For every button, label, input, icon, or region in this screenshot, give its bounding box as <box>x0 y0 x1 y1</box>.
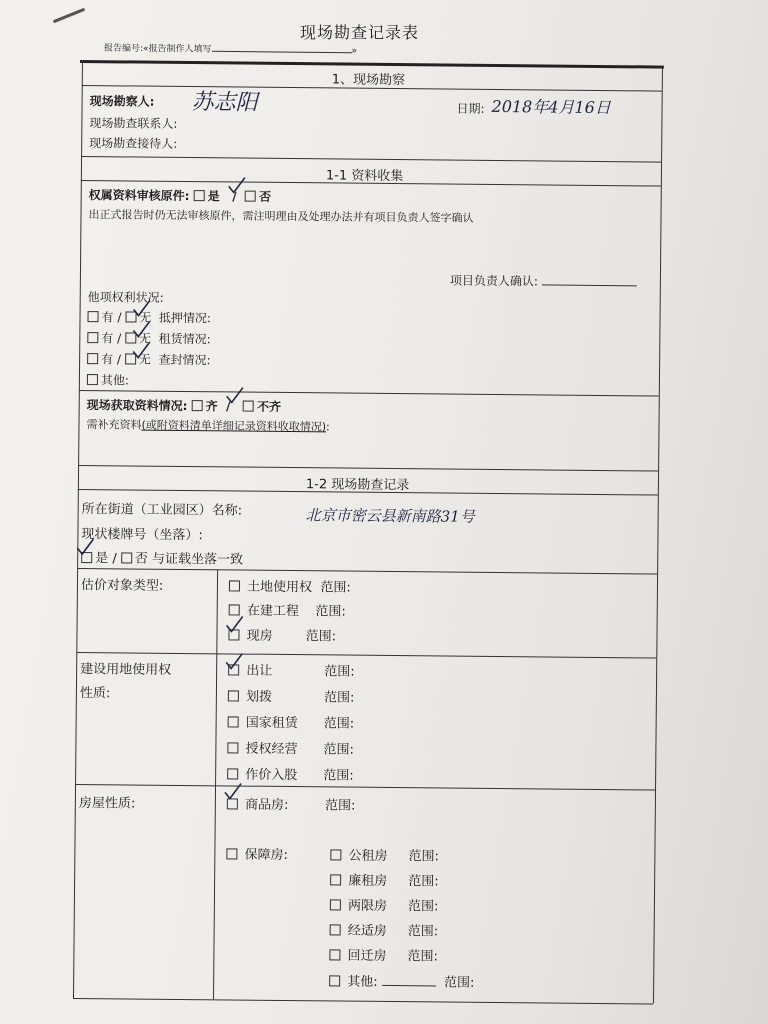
table-top-border <box>80 60 664 69</box>
checkmark-icon <box>75 537 95 557</box>
commercial-label: 商品房: <box>244 797 289 814</box>
consistent-yes: 是 <box>95 551 109 567</box>
manager-confirm-blank <box>542 284 637 286</box>
has-label: 有 <box>101 331 114 346</box>
seizure-label: 查封情况: <box>158 352 211 368</box>
object-type-existing <box>228 624 336 644</box>
obtain-complete-checkbox[interactable] <box>192 400 203 411</box>
range-label: 范围: <box>324 798 356 814</box>
contact-label: 现场勘查联系人: <box>89 116 178 131</box>
land-use-label-2: 性质: <box>79 686 111 702</box>
row-line <box>75 784 655 791</box>
affordable-label: 经适房 <box>347 923 387 939</box>
section-1-heading: 1、现场勘察 <box>331 72 406 89</box>
security-low-rent <box>330 869 439 889</box>
range-label: 范围: <box>407 899 439 915</box>
ownership-note: 出正式报告时仍无法审核原件，需注明理由及处理办法并有项目负责人签字确认 <box>88 208 474 225</box>
object-type-land <box>229 575 351 595</box>
equity-checkbox[interactable] <box>227 768 238 779</box>
supplement-end: : <box>326 420 330 434</box>
row-line <box>78 465 658 472</box>
land-use-transfer <box>228 659 355 679</box>
checkmark-icon <box>131 340 151 360</box>
checkmark-icon <box>131 319 151 339</box>
ownership-sep: / <box>232 189 237 204</box>
supplement-note: (或附资料清单详细记录资料收取情况) <box>141 418 327 434</box>
lease-checkbox[interactable] <box>228 716 239 727</box>
checkmark-icon <box>223 781 243 801</box>
range-label: 范围: <box>444 975 475 991</box>
none-label: 无 <box>138 331 152 346</box>
range-label: 范围: <box>305 629 337 645</box>
survey-form-table <box>73 60 662 1008</box>
row-line <box>73 998 653 1005</box>
row-line <box>77 568 657 575</box>
ownership-yes: 是 <box>207 189 220 204</box>
report-number-blank <box>212 43 352 53</box>
section-1-2-heading: 1-2 现场勘查记录 <box>305 477 410 494</box>
security-price-limited <box>330 894 439 914</box>
price-limited-label: 两限房 <box>347 898 388 914</box>
supplement-row <box>86 416 329 434</box>
security-checkbox[interactable] <box>226 848 237 859</box>
checkmark-icon <box>224 651 244 671</box>
low-rent-checkbox[interactable] <box>330 874 341 885</box>
range-label: 范围: <box>320 580 351 596</box>
range-label: 范围: <box>408 849 439 865</box>
range-label: 范围: <box>315 604 346 620</box>
form-title: 现场勘查记录表 <box>300 23 420 42</box>
low-rent-label: 廉租房 <box>348 873 388 889</box>
land-use-lease <box>228 711 355 731</box>
relocation-checkbox[interactable] <box>329 949 340 960</box>
authorized-label: 授权经营 <box>245 741 298 758</box>
ownership-label: 权属资料审核原件: <box>88 188 190 204</box>
lease-label: 国家租赁 <box>245 715 298 732</box>
sep: / <box>112 551 117 567</box>
report-number-end: » <box>351 46 358 57</box>
checkmark-icon <box>225 385 245 405</box>
land-use-label: 建设用地使用权 <box>80 662 172 678</box>
range-label: 范围: <box>407 949 439 965</box>
obtain-row <box>87 396 281 415</box>
range-label: 范围: <box>323 768 354 784</box>
security-public-rental <box>330 844 439 864</box>
manager-confirm <box>450 272 637 291</box>
obtain-complete: 齐 <box>205 399 218 414</box>
range-label: 范围: <box>323 716 355 732</box>
has-checkbox[interactable] <box>87 311 98 322</box>
security-affordable <box>330 919 439 939</box>
sep: / <box>117 331 122 346</box>
checkmark-icon <box>227 175 247 195</box>
none-label: 无 <box>138 352 151 367</box>
range-label: 范围: <box>324 664 355 680</box>
consistent-text: 与证载坐落一致 <box>151 551 244 568</box>
street-value: 北京市密云县新南路31号 <box>305 506 475 526</box>
date-label: 日期: <box>456 101 485 116</box>
construction-label: 在建工程 <box>246 603 299 620</box>
consistent-row <box>81 547 243 568</box>
pencil-mark <box>53 8 86 24</box>
authorized-checkbox[interactable] <box>227 742 238 753</box>
obtain-incomplete: 不齐 <box>256 399 282 414</box>
has-checkbox[interactable] <box>87 332 98 343</box>
other-checkbox[interactable] <box>87 374 98 385</box>
rights-other <box>87 371 129 388</box>
mortgage-label: 抵押情况: <box>158 310 212 326</box>
object-type-label: 估价对象类型: <box>80 578 164 594</box>
street-label: 所在街道（工业园区）名称: <box>81 502 243 519</box>
object-type-construction <box>229 599 346 619</box>
rights-title: 他项权利状况: <box>87 290 164 305</box>
land-use-allocation <box>228 685 355 705</box>
house-commercial <box>227 793 356 813</box>
row-line <box>79 390 659 397</box>
checkmark-icon <box>132 298 152 318</box>
sep: / <box>225 399 231 414</box>
public-rental-checkbox[interactable] <box>330 849 341 860</box>
manager-confirm-label: 项目负责人确认: <box>449 273 539 289</box>
inspector-signature: 苏志阳 <box>191 90 258 116</box>
section-1-1-heading: 1-1 资料收集 <box>325 168 404 185</box>
range-label: 范围: <box>407 924 439 940</box>
range-label: 范围: <box>408 874 439 890</box>
allocation-checkbox[interactable] <box>228 690 239 701</box>
land-label: 土地使用权 <box>247 579 313 596</box>
price-limited-checkbox[interactable] <box>330 899 341 910</box>
transfer-label: 出让 <box>246 663 273 679</box>
sep: / <box>116 352 122 367</box>
land-checkbox[interactable] <box>229 580 240 591</box>
equity-label: 作价入股 <box>245 767 298 784</box>
obtain-label: 现场获取资料情况: <box>86 398 188 414</box>
checkmark-icon <box>224 614 244 634</box>
affordable-checkbox[interactable] <box>330 924 341 935</box>
supplement-label: 需补充资料 <box>86 418 142 432</box>
report-number-label: 报告编号:«报告制作人填写 <box>103 43 212 55</box>
receiver-label: 现场勘查接待人: <box>89 136 178 151</box>
consistent-no: 否 <box>134 551 148 567</box>
land-use-authorized <box>227 737 354 757</box>
report-number-line <box>104 41 357 57</box>
plate-label: 现状楼牌号（坐落）: <box>81 527 203 544</box>
security-other-label: 其他: <box>347 974 378 990</box>
has-label: 有 <box>101 352 114 367</box>
lease-label: 租赁情况: <box>158 331 211 347</box>
inspector-label: 现场勘察人: <box>89 94 155 109</box>
consistent-no-checkbox[interactable] <box>121 552 132 563</box>
security-other <box>329 970 475 990</box>
security-label: 保障房: <box>244 847 288 864</box>
ownership-yes-checkbox[interactable] <box>194 190 205 201</box>
house-security <box>226 843 288 863</box>
other-label: 其他: <box>100 373 130 388</box>
range-label: 范围: <box>323 742 354 758</box>
house-label: 房屋性质: <box>78 796 136 812</box>
public-rental-label: 公租房 <box>348 848 388 864</box>
none-label: 无 <box>139 310 152 325</box>
has-label: 有 <box>101 310 114 325</box>
existing-label: 现房 <box>246 628 273 644</box>
has-checkbox[interactable] <box>87 353 98 364</box>
relocation-label: 回迁房 <box>347 948 387 964</box>
row-line <box>76 652 656 659</box>
security-relocation <box>329 944 438 964</box>
date-value: 2018年4月16日 <box>491 96 611 118</box>
ownership-no: 否 <box>258 189 272 204</box>
row-line <box>81 156 661 163</box>
other-blank <box>382 985 436 987</box>
allocation-label: 划拨 <box>245 689 273 705</box>
land-use-equity <box>227 763 354 783</box>
table-right-border <box>653 66 663 1004</box>
security-other-checkbox[interactable] <box>329 975 340 986</box>
sep: / <box>117 310 122 325</box>
range-label: 范围: <box>323 690 355 706</box>
